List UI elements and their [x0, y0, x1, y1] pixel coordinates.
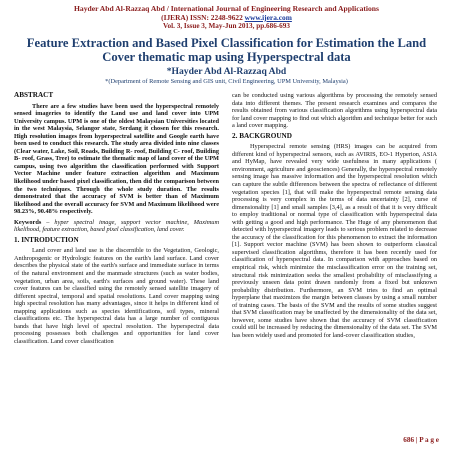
journal-header-line1: Hayder Abd Al-Razzaq Abd / International Journal of Engineering Research and Applications: [74, 4, 379, 13]
journal-link[interactable]: www.ijera.com: [244, 13, 292, 22]
page-number: 686 | P a g e: [403, 436, 439, 444]
journal-header-line2: [0, 13, 453, 22]
background-heading: 2. BACKGROUND: [232, 131, 292, 140]
journal-header: [0, 4, 453, 31]
author-affiliation: *(Department of Remote Sensing and GIS unit, Civil Engineering, UPM University, Malaysia): [105, 78, 348, 85]
keywords-text: – hyper spectral image, support vector machine, Maximum likelihood, feature extraction, based pixel classification, land cover.: [14, 218, 219, 234]
left-column: [14, 92, 219, 349]
journal-header-line3: Vol. 3, Issue 3, May-Jun 2013, pp.686-693: [163, 22, 290, 30]
introduction-text: Land cover and land use is the discernible to the Vegetation, Geologic, Anthropogenic or Hydrologic features on the earth's land surface. Land cover describes the physical state of the earth's surface and immediate surface in terms of the natural environment and the manmade structures (such as water bodies, vegetation, urban area, soils, earth's surfaces and ground water). These land cover features can be classified using the remotely sensed satellite imagery of different spectral, temporal and spatial resolutions. Land cover mapping using high spectral resolution has many advantages, since it helps in different kind of mapping applications such as species identifications, soil types, mineral classifications etc. The hyperspectral data has a large number of contiguous bands that have high level of spectral resolution. The hyperspectral data processing possesses both challenges and opportunities for land cover classification. Land cover classification: [14, 247, 219, 345]
keywords-label: Keywords: [14, 218, 42, 226]
issn-text: (IJERA) ISSN: 2248-9622: [161, 13, 245, 22]
paper-author: *Hayder Abd Al-Razzaq Abd: [166, 66, 287, 77]
paper-title: Feature Extraction and Based Pixel Classification for Estimation the Land Cover thematic map using Hyperspectral data: [26, 36, 427, 64]
introduction-continued-text: can be conducted using various algorithms by processing the remotely sensed data into different themes. The present research examines and compares the results obtained from various classification algorithms using hyperspectral data for land cover mapping to find out which algorithm and technique better for such a land cover mapping.: [232, 92, 437, 130]
keywords: [14, 219, 219, 234]
right-column: [232, 92, 437, 343]
background-text: Hyperspectral remote sensing (HRS) images can be acquired from different kind of hyperspectral sensors, such as AVIRIS, EO-1 Hyperion, ASIA and HyMap, have revealed very wide usefulness in many applications ( environment, agriculture and geosciences) Generally, the hyperspectral remotely sensing image has massive information and the hyperspectral resolution which can capture the subtle differences between the spectra of reflectance of different vegetation species [1], that will make the hyperspectral remote sensing data processing is very complex in the terms of data uncertainty [2], curse of dimensionality [1] and small samples [3,4], as a result of that it is very difficult to employ traditional or normal type of classification with hyperspectral data with getting a good and high performance. The Huge of any phenomenon that detected with hyperspectral imagery leads to serious problem related to decrease the accuracy of the classification for this phenomenon to extract the information [1]. Support vector machine (SVM) has been shown to outperform classical supervised classification algorithms, therefore it has been recently used for classification of hyperspectral data. In comparison with approaches based on empirical risk, which minimize the misclassification error on the training set, structural risk minimization seeks the smallest probability of misclassifying a previously unseen data point drawn randomly from a fixed but unknown probability distribution. Furthermore, an SVM tries to find an optimal hyperplane that maximizes the margin between classes by using a small number of training cases. The basis of the SVM and the results of some studies suggest that SVM classification may be unaffected by the dimensionality of the data set, however, some studies have shown that the accuracy of SVM classification could still be increased by reducing the dimensionality of the data set. The SVM has been widely used and promoted for land-cover classification studies,: [232, 143, 437, 339]
introduction-heading: 1. INTRODUCTION: [14, 235, 79, 244]
abstract-heading: ABSTRACT: [14, 91, 54, 99]
abstract-text: There are a few studies have been used the hyperspectral remotely sensed imageries to identify the Land use and land cover into UPM University campus. UPM is one of the oldest Malaysian Universities located in the west Malaysia, Selangor state, Serdang it chosen for this research. High resolution images from hyperspectral satellite and Google earth have been used to conduct this research. The study area divided into nine classes (Clear water, Lake, Soil, Roads, Building R- roof, Building C- roof, Building B- roof, Grass, Tree) to estimate the thematic map of land cover of the UPM campus, using two algorithm the classification performed with Support Vector Machine under feature extraction algorithm and Maximum likelihood under based pixel classification, then did the comparison between the two techniques. Through the whole study duration. The results demonstrated that the accuracy of SVM is better than of Maximum likelihood and the overall accuracy for SVM and Maximum likelihood were 98.23%, 90.48% respectively.: [14, 102, 219, 216]
